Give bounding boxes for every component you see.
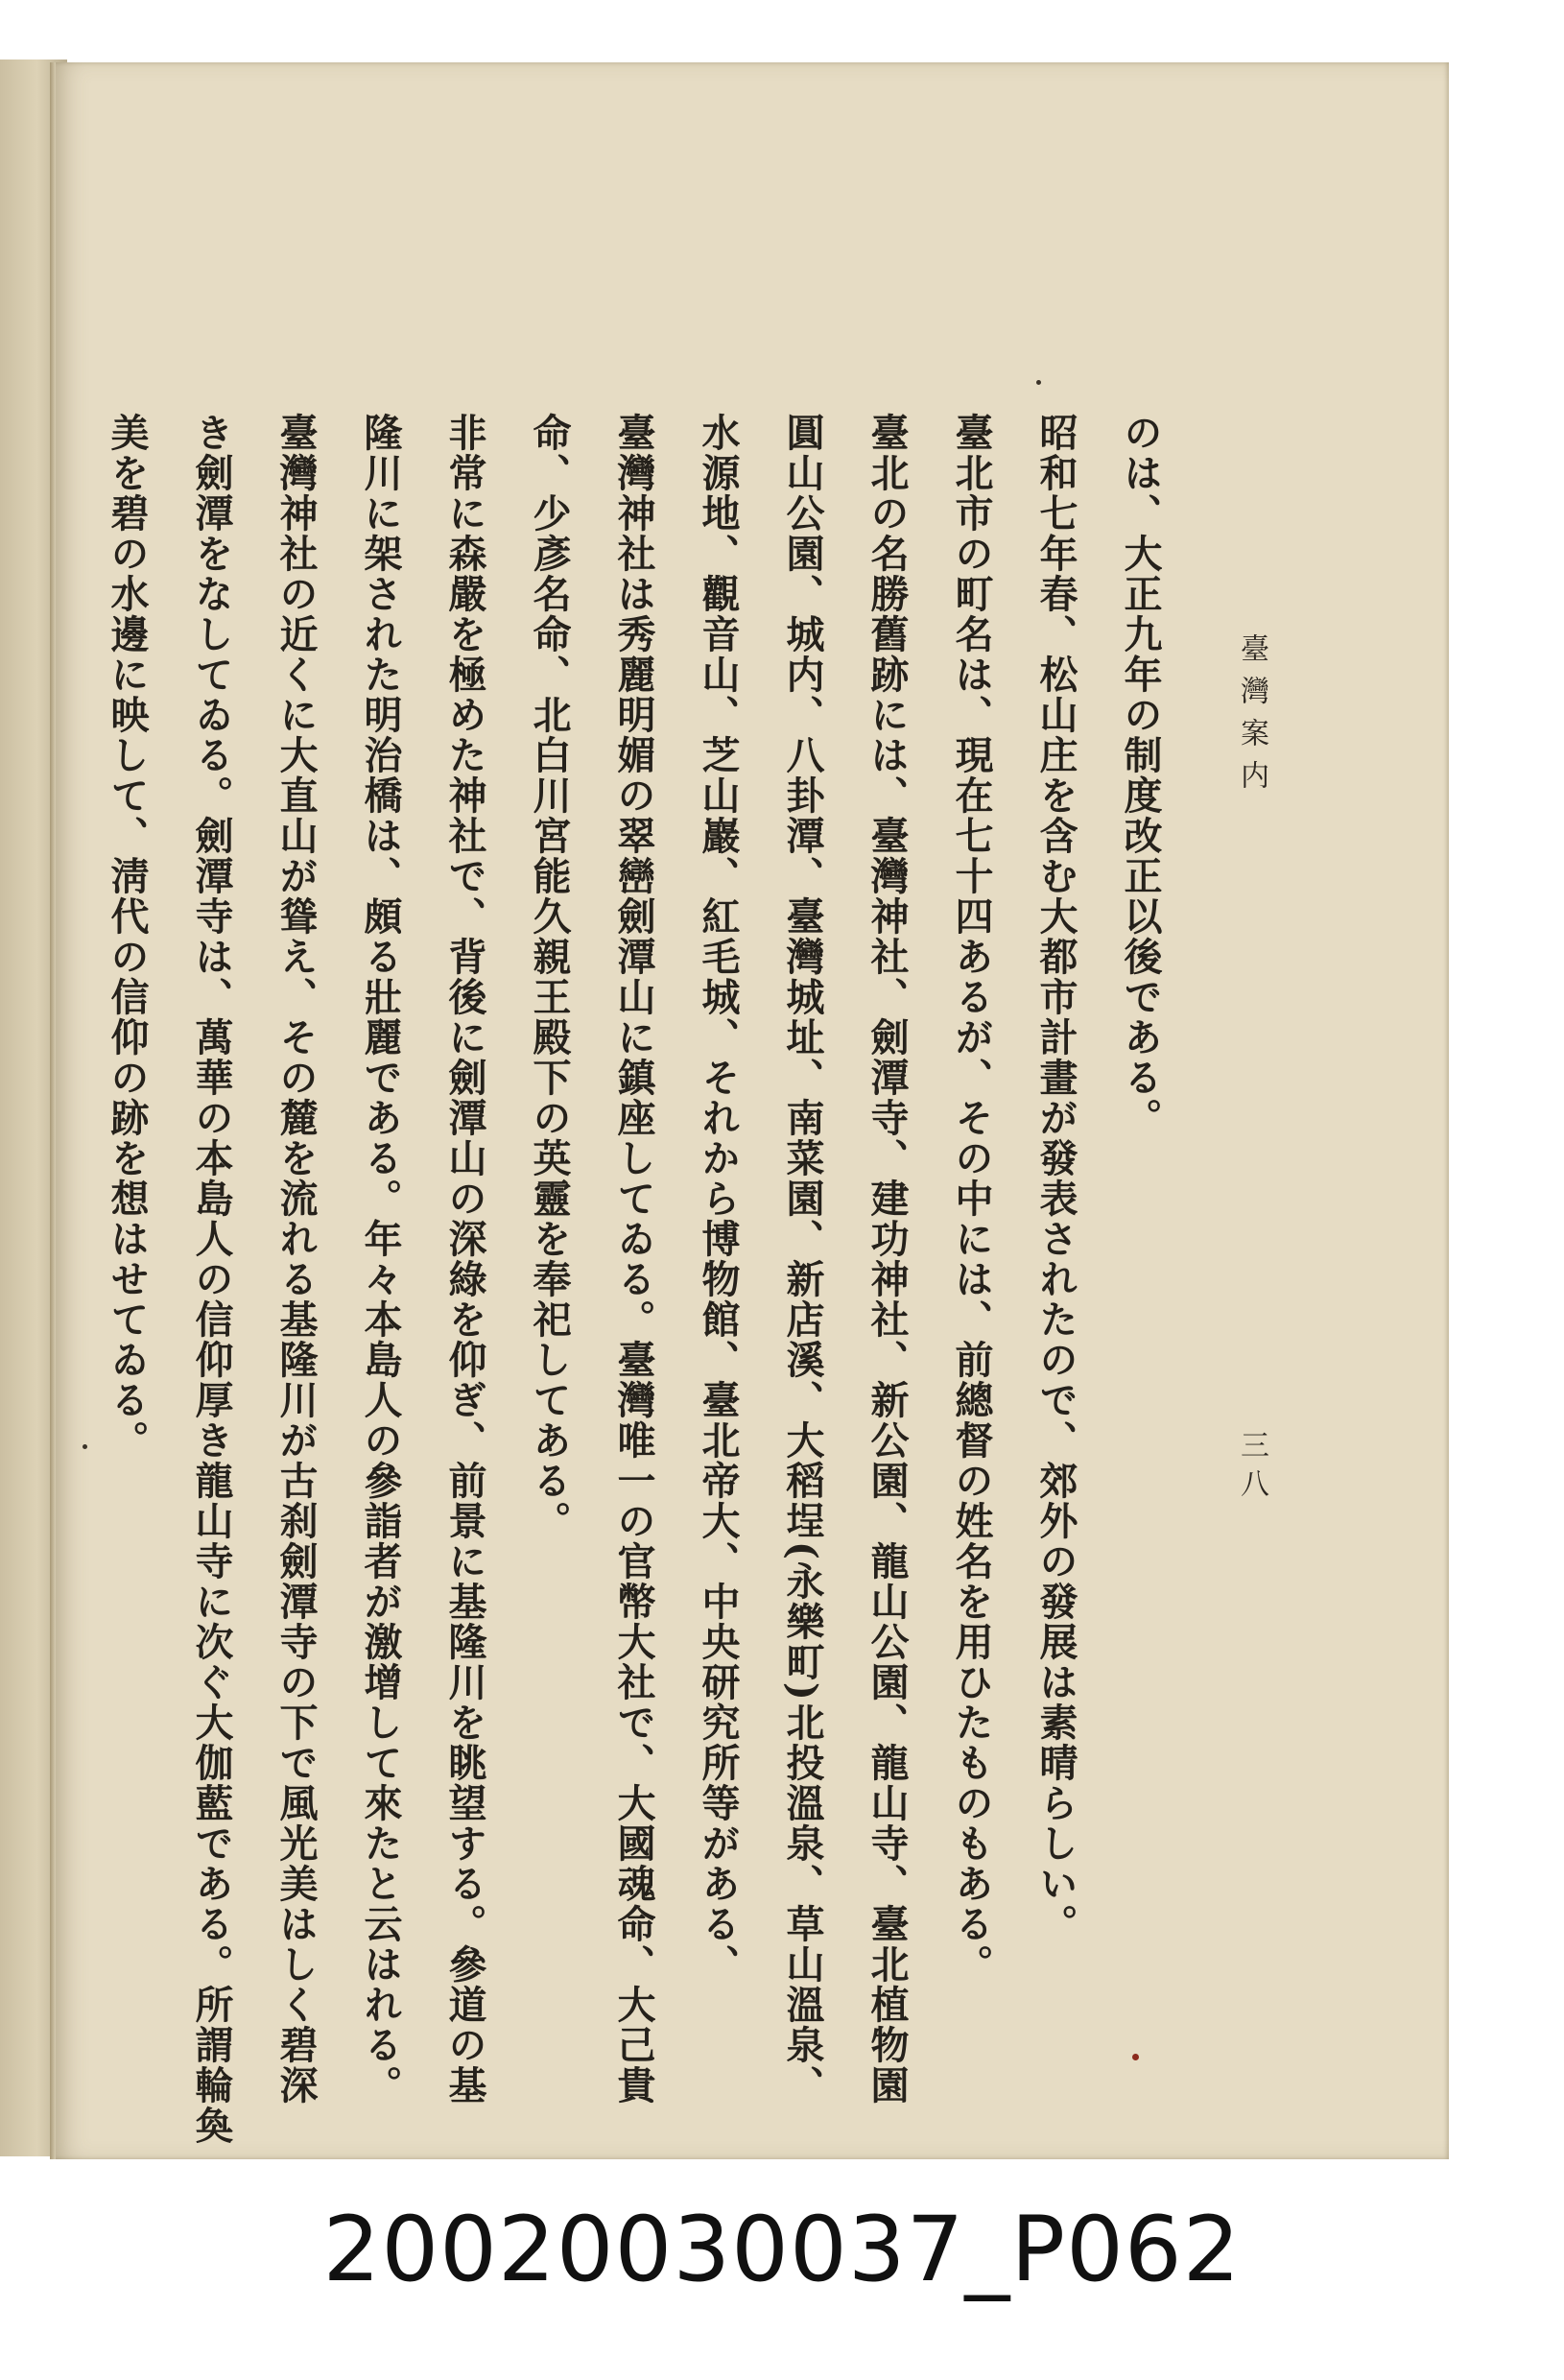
page-gutter	[50, 62, 56, 2159]
text-line: 水源地、觀音山、芝山巖、紅毛城、それから博物館、臺北帝大、中央研究所等がある、	[696, 413, 741, 1985]
archive-identifier: 20020030037_P062	[322, 2198, 1242, 2302]
body-text	[105, 413, 1182, 2146]
paper-speck	[1132, 2054, 1139, 2060]
text-line: 臺灣神社の近くに大直山が聳え、その麓を流れる基隆川が古刹劍潭寺の下で風光美はしく碧深	[273, 413, 319, 2106]
paper-speck	[1036, 380, 1041, 385]
text-line: 非常に森嚴を極めた神社で、背後に劍潭山の深綠を仰ぎ、前景に基隆川を眺望する。參道の基	[442, 413, 487, 2106]
text-line: 昭和七年春、松山庄を含む大都市計畫が發表されたので、郊外の發展は素晴らしい。	[1033, 413, 1078, 1944]
text-line: 命、少彥名命、北白川宮能久親王殿下の英靈を奉祀してある。	[527, 413, 572, 1541]
paper-speck	[83, 1444, 87, 1449]
text-line: 圓山公園、城内、八卦潭、臺灣城址、南菜園、新店溪、大稻埕(永樂町)北投溫泉、草山溫泉、	[780, 413, 825, 2106]
running-title: 臺灣案内	[1235, 633, 1268, 802]
text-line: 臺灣神社は秀麗明媚の翠巒劍潭山に鎮座してゐる。臺灣唯一の官幣大社で、大國魂命、大己貴	[611, 413, 656, 2106]
page-number: 三八	[1235, 1430, 1268, 1507]
text-line: 隆川に架された明治橋は、頗る壯麗である。年々本島人の參詣者が激增して來たと云はれる。	[358, 413, 403, 2106]
text-line: 臺北の名勝舊跡には、臺灣神社、劍潭寺、建功神社、新公園、龍山公園、龍山寺、臺北植物園	[865, 413, 910, 2106]
text-line: のは、大正九年の制度改正以後である。	[1118, 413, 1163, 1138]
text-line: 美を碧の水邊に映して、淸代の信仰の跡を想はせてゐる。	[105, 413, 150, 1461]
text-line: 臺北市の町名は、現在七十四あるが、その中には、前總督の姓名を用ひたものもある。	[949, 413, 994, 1985]
text-line: き劍潭をなしてゐる。劍潭寺は、萬華の本島人の信仰厚き龍山寺に次ぐ大伽藍である。所謂輪奐	[189, 413, 234, 2146]
